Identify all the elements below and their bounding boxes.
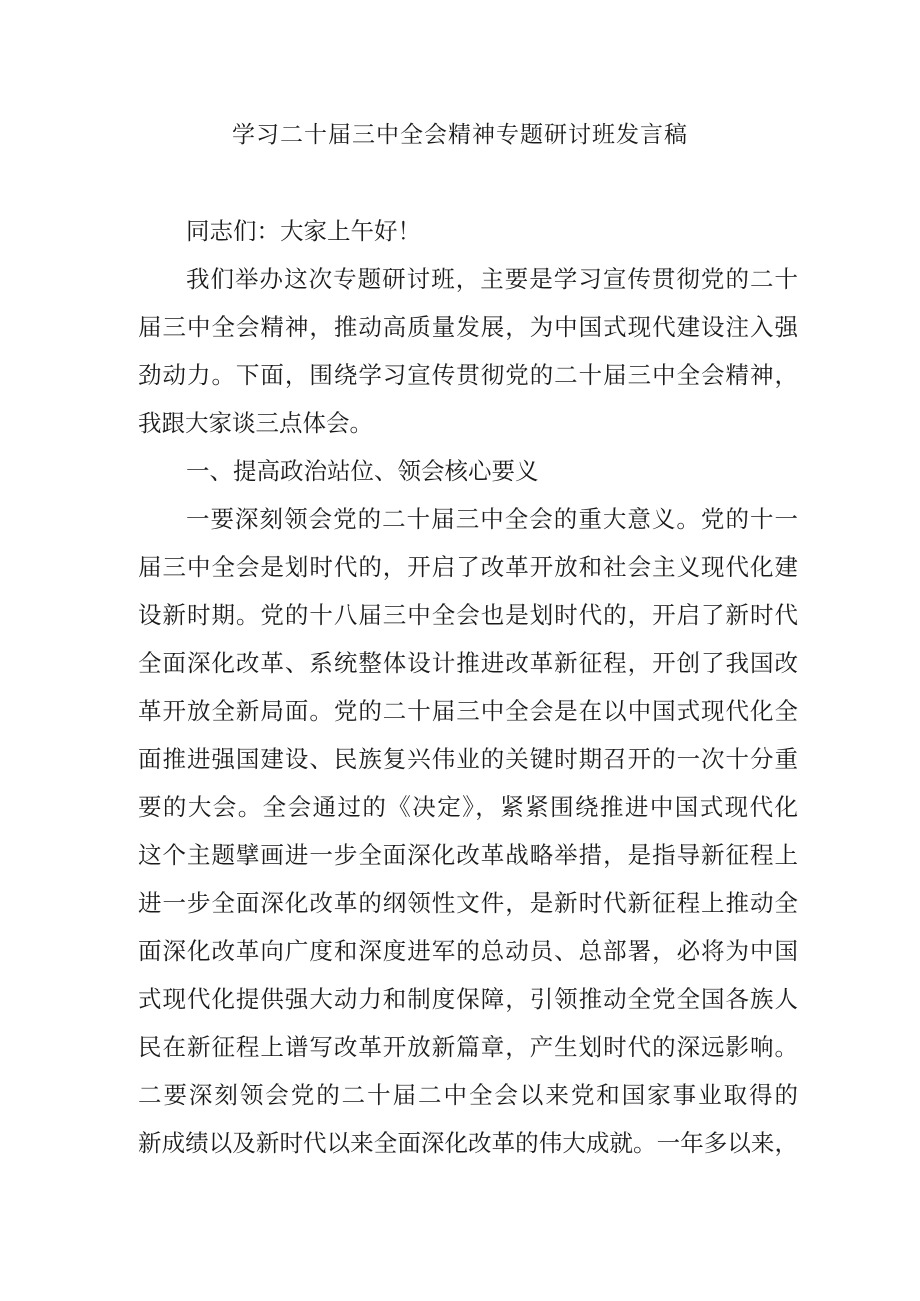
paragraph-line: 式现代化提供强大动力和制度保障，引领推动全党全国各族人 xyxy=(138,985,798,1013)
paragraph-line: 要的大会。全会通过的《决定》，紧紧围绕推进中国式现代化 xyxy=(138,793,798,821)
paragraph-line: 革开放全新局面。党的二十届三中全会是在以中国式现代化全 xyxy=(138,697,798,725)
paragraph-line: 届三中全会精神，推动高质量发展，为中国式现代建设注入强 xyxy=(138,313,798,341)
section-heading: 一、提高政治站位、领会核心要义 xyxy=(186,457,539,485)
paragraph-line: 我跟大家谈三点体会。 xyxy=(138,409,373,437)
paragraph-line: 新成绩以及新时代以来全面深化改革的伟大成就。一年多以来， xyxy=(138,1129,798,1157)
paragraph-line: 设新时期。党的十八届三中全会也是划时代的，开启了新时代 xyxy=(138,601,798,629)
paragraph-line: 劲动力。下面，围绕学习宣传贯彻党的二十届三中全会精神， xyxy=(138,361,798,389)
paragraph-line: 全面深化改革、系统整体设计推进改革新征程，开创了我国改 xyxy=(138,649,798,677)
paragraph-line: 进一步全面深化改革的纲领性文件，是新时代新征程上推动全 xyxy=(138,889,798,917)
document-title: 学习二十届三中全会精神专题研讨班发言稿 xyxy=(232,122,688,148)
paragraph-line: 一要深刻领会党的二十届三中全会的重大意义。党的十一 xyxy=(186,505,798,533)
paragraph-line: 二要深刻领会党的二十届二中全会以来党和国家事业取得的 xyxy=(138,1081,798,1109)
paragraph-line: 民在新征程上谱写改革开放新篇章，产生划时代的深远影响。 xyxy=(138,1033,798,1061)
paragraph-line: 我们举办这次专题研讨班，主要是学习宣传贯彻党的二十 xyxy=(186,265,798,293)
paragraph-line: 面推进强国建设、民族复兴伟业的关键时期召开的一次十分重 xyxy=(138,745,798,773)
greeting-line: 同志们：大家上午好！ xyxy=(186,217,421,245)
paragraph-line: 这个主题擘画进一步全面深化改革战略举措，是指导新征程上 xyxy=(138,841,798,869)
paragraph-line: 届三中全会是划时代的，开启了改革开放和社会主义现代化建 xyxy=(138,553,798,581)
paragraph-line: 面深化改革向广度和深度进军的总动员、总部署，必将为中国 xyxy=(138,937,798,965)
